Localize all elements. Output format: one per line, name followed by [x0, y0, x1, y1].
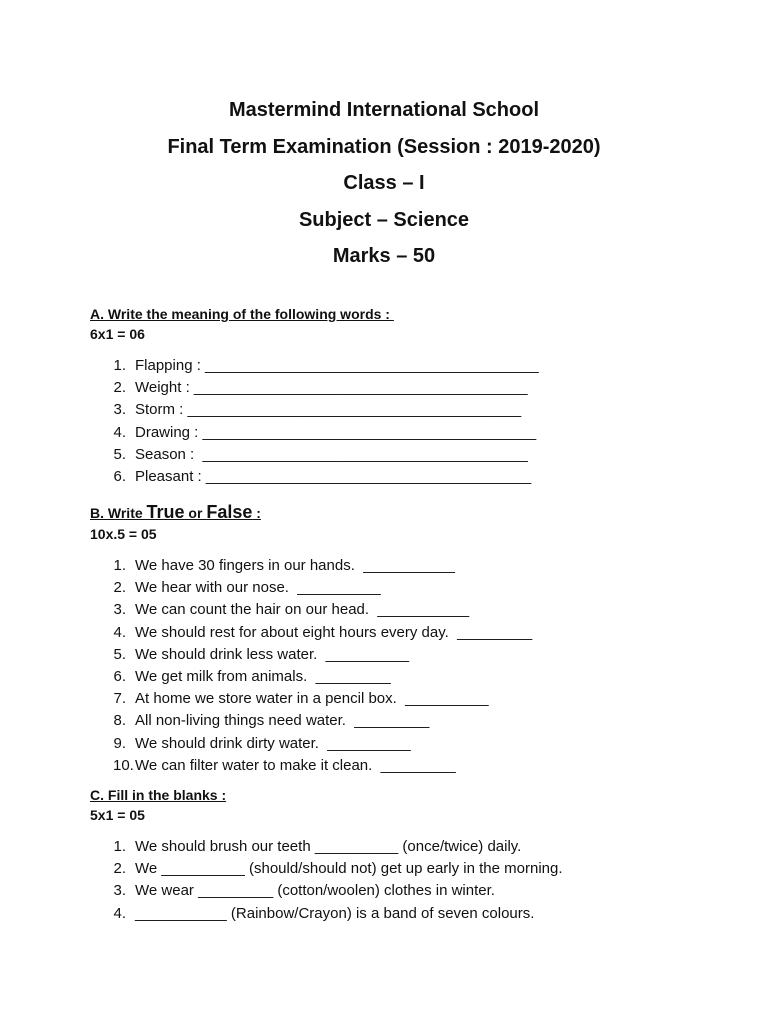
item-number: 4. [113, 623, 126, 641]
section-b-heading [90, 500, 710, 525]
exam-title: Final Term Examination (Session : 2019-2020) [167, 135, 601, 158]
section-b [90, 500, 710, 777]
item-text: We should drink dirty water. __________ [135, 734, 411, 752]
list-item [90, 444, 710, 466]
item-number: 6. [113, 467, 126, 485]
item-number: 5. [113, 445, 126, 463]
item-number: 1. [113, 357, 126, 374]
list-item [90, 355, 710, 377]
section-a-marks: 6x1 = 06 [90, 326, 145, 342]
item-number: 3. [113, 882, 126, 900]
list-item [90, 733, 710, 755]
section-b-heading-suffix: : [252, 505, 261, 521]
list-item [90, 599, 710, 621]
section-a [90, 305, 710, 488]
item-number: 10. [113, 756, 134, 774]
item-number: 7. [113, 690, 126, 708]
section-b-marks: 10x.5 = 05 [90, 526, 157, 542]
section-a-list [90, 355, 710, 488]
item-number: 4. [113, 904, 126, 922]
exam-header [0, 92, 768, 275]
item-number: 1. [113, 557, 126, 574]
list-item [90, 710, 710, 732]
item-number: 6. [113, 667, 126, 685]
item-text: All non-living things need water. _________ [135, 712, 430, 730]
section-b-heading-or: or [184, 505, 207, 521]
item-text: At home we store water in a pencil box. __________ [135, 690, 489, 708]
item-text: Pleasant : _______________________________________ [135, 467, 532, 485]
list-item [90, 880, 710, 902]
section-c [90, 786, 710, 925]
class-label: Class – I [343, 172, 425, 194]
section-c-list [90, 836, 710, 925]
item-text: We __________ (should/should not) get up early in the morning. [135, 860, 563, 878]
list-item [90, 903, 710, 925]
list-item [90, 858, 710, 880]
item-text: ___________ (Rainbow/Crayon) is a band of seven colours. [135, 904, 535, 922]
item-number: 3. [113, 401, 126, 419]
item-number: 2. [113, 379, 126, 397]
list-item [90, 622, 710, 644]
list-item [90, 688, 710, 710]
item-text: We can filter water to make it clean. _________ [135, 756, 456, 774]
list-item [90, 377, 710, 399]
item-text: We should drink less water. __________ [135, 645, 410, 663]
section-a-heading: A. Write the meaning of the following words : [90, 306, 394, 322]
subject-label: Subject – Science [298, 208, 470, 231]
total-marks: Marks – 50 [332, 245, 436, 267]
item-number: 3. [113, 601, 126, 619]
item-number: 2. [113, 579, 126, 597]
item-text: We wear _________ (cotton/woolen) clothes in winter. [135, 882, 495, 900]
section-b-list [90, 555, 710, 777]
item-number: 1. [113, 838, 126, 855]
item-text: We should rest for about eight hours every day. _________ [135, 623, 533, 641]
list-item [90, 836, 710, 858]
item-text: Flapping : ________________________________________ [135, 357, 539, 374]
item-number: 8. [113, 712, 126, 730]
list-item [90, 466, 710, 488]
list-item [90, 399, 710, 421]
true-word: True [146, 502, 185, 522]
item-number: 5. [113, 645, 126, 663]
list-item [90, 577, 710, 599]
item-text: Drawing : ________________________________________ [135, 423, 537, 441]
item-text: We hear with our nose. __________ [135, 579, 381, 597]
item-text: We have 30 fingers in our hands. ___________ [135, 557, 455, 574]
list-item [90, 755, 710, 777]
item-text: Storm : ________________________________________ [135, 401, 522, 419]
list-item [90, 555, 710, 577]
item-text: Weight : ________________________________________ [135, 379, 528, 397]
section-b-heading-prefix: B. Write [90, 505, 147, 521]
list-item [90, 644, 710, 666]
item-number: 9. [113, 734, 126, 752]
item-number: 2. [113, 860, 126, 878]
section-c-heading: C. Fill in the blanks : [90, 787, 227, 803]
item-number: 4. [113, 423, 126, 441]
item-text: Season : _______________________________________ [135, 445, 528, 463]
item-text: We should brush our teeth __________ (once/twice) daily. [135, 838, 522, 855]
item-text: We can count the hair on our head. ___________ [135, 601, 470, 619]
list-item [90, 422, 710, 444]
section-c-marks: 5x1 = 05 [90, 807, 145, 823]
false-word: False [206, 502, 253, 522]
list-item [90, 666, 710, 688]
school-name: Mastermind International School [228, 99, 540, 121]
item-text: We get milk from animals. _________ [135, 667, 391, 685]
